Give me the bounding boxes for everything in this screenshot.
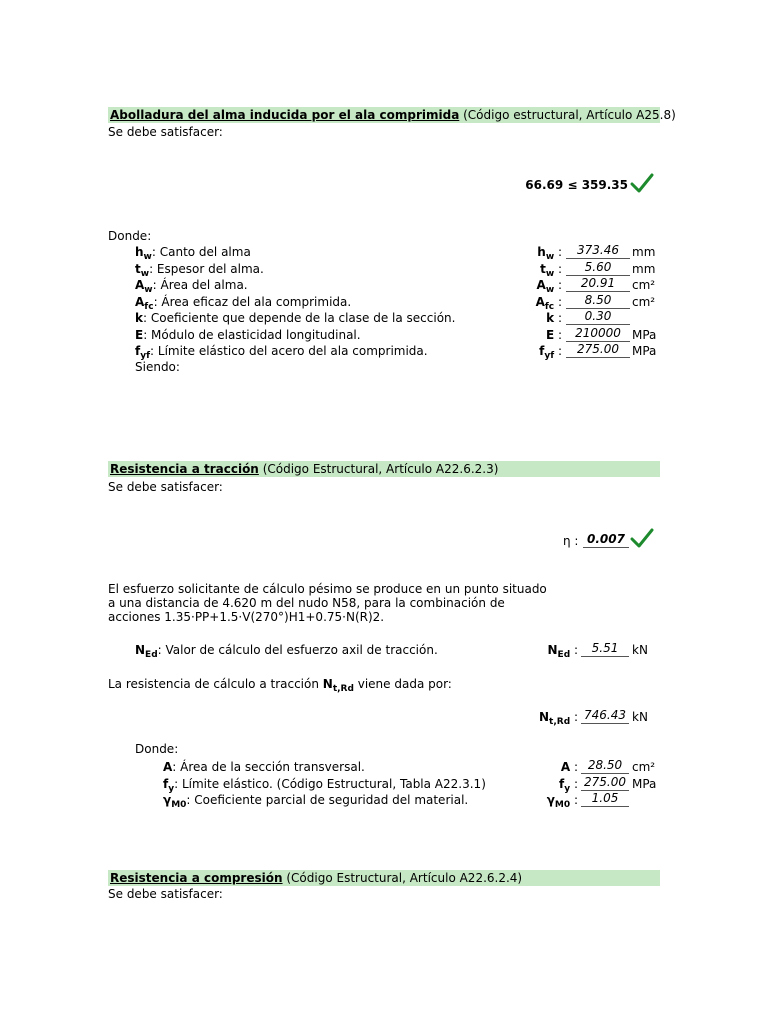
- section-reference: (Código estructural, Artículo A25.8): [463, 108, 676, 122]
- sym-sub: t,Rd: [549, 717, 571, 727]
- param-symbol: f: [163, 776, 169, 791]
- param-subscript: yf: [140, 351, 151, 361]
- param-symbol-right: $t_w$ :: [540, 261, 562, 279]
- param-symbol: A: [135, 278, 145, 292]
- param-row-description: [135, 244, 251, 260]
- param-symbol: A: [163, 760, 173, 774]
- param-description: : Coeficiente parcial de seguridad del material.: [186, 793, 469, 807]
- param-value: 5.60: [566, 260, 630, 276]
- param-description: : Área del alma.: [152, 278, 248, 292]
- donde-label: Donde:: [135, 742, 179, 756]
- param-unit: cm²: [632, 760, 656, 774]
- sym-main: A: [535, 294, 545, 309]
- param-row-description: [135, 343, 428, 359]
- param-symbol-right: $A_{fc}$ :: [535, 294, 562, 312]
- param-subscript: Ed: [145, 650, 158, 660]
- param-description: : Módulo de elasticidad longitudinal.: [143, 327, 361, 342]
- param-symbol: E: [135, 327, 144, 342]
- param-description: : Valor de cálculo del esfuerzo axil de tracción.: [157, 643, 438, 657]
- section-title: Abolladura del alma inducida por el ala comprimida: [110, 108, 460, 122]
- sym-sub: w: [545, 268, 555, 279]
- param-symbol: N: [135, 643, 146, 657]
- section-reference: (Código Estructural, Artículo A22.6.2.4): [286, 871, 523, 885]
- section-header-compresion: [108, 870, 660, 886]
- param-row-description: [163, 776, 486, 792]
- ned-value: 5.51: [581, 641, 629, 657]
- param-description: : Área eficaz del ala comprimida.: [153, 294, 352, 309]
- resistance-text: [108, 676, 452, 692]
- combination-paragraph: El esfuerzo solicitante de cálculo pésimo se produce en un punto situado a una distancia de 4.620 m del nudo N58, para la combinación de acciones 1.35·PP+1.5·V(270°)H1+0.75·N(R)2.: [108, 582, 547, 624]
- sym-sub: M0: [554, 800, 571, 810]
- sym-main: N: [547, 643, 558, 657]
- param-row-description: [163, 792, 468, 808]
- param-symbol: A: [135, 294, 145, 309]
- param-value: 210000: [566, 326, 630, 342]
- resist-symbol: N: [322, 677, 333, 691]
- sym-sub: Ed: [557, 650, 571, 660]
- sym-main: A: [560, 760, 571, 774]
- intro-text: Se debe satisfacer:: [108, 887, 223, 901]
- param-subscript: y: [168, 783, 175, 794]
- param-value: 1.05: [581, 791, 629, 807]
- sym-main: k: [546, 311, 555, 325]
- sym-main: t: [540, 261, 546, 276]
- check-operator: ≤: [567, 178, 578, 192]
- eta-symbol: η: [563, 534, 571, 548]
- param-value: 8.50: [566, 293, 630, 309]
- checkmark-icon: [630, 527, 654, 549]
- siendo-label: Siendo:: [135, 360, 180, 374]
- param-value: 275.00: [581, 775, 629, 791]
- sym-main: N: [539, 710, 550, 724]
- param-description: : Canto del alma: [151, 245, 251, 259]
- param-symbol-right: E :: [545, 327, 562, 342]
- resist-post: viene dada por:: [353, 677, 452, 691]
- section-title: Resistencia a tracción: [110, 462, 259, 476]
- section-reference: (Código Estructural, Artículo A22.6.2.3): [262, 462, 499, 476]
- param-unit: cm²: [632, 294, 656, 309]
- param-unit: mm: [632, 261, 656, 276]
- sym-main: A: [536, 278, 546, 292]
- sym-sub: w: [545, 252, 555, 262]
- sym-main: f: [559, 776, 565, 791]
- section-title: Resistencia a compresión: [110, 871, 283, 885]
- param-row-description: [163, 759, 365, 775]
- param-description: : Espesor del alma.: [149, 261, 264, 276]
- section-header-traccion: [108, 461, 660, 477]
- param-symbol: h: [135, 245, 144, 259]
- intro-text: Se debe satisfacer:: [108, 125, 223, 139]
- param-symbol: t: [135, 261, 141, 276]
- param-symbol-right: k :: [546, 311, 562, 325]
- param-subscript: w: [143, 252, 152, 262]
- param-description: : Área de la sección transversal.: [172, 760, 365, 774]
- param-symbol: γ: [163, 793, 172, 807]
- donde-label: Donde:: [108, 229, 152, 243]
- sym-main: γ: [546, 793, 555, 807]
- sym-main: h: [537, 245, 546, 259]
- param-row-description: [135, 294, 351, 310]
- sym-sub: y: [564, 783, 571, 794]
- param-row-description: [135, 261, 264, 277]
- param-symbol-right: $f_{yf}$ :: [539, 344, 562, 361]
- param-value: 373.46: [566, 243, 630, 259]
- check-inequality: [525, 177, 628, 193]
- param-subscript: w: [140, 268, 150, 279]
- param-symbol-right: $f_y$ :: [559, 776, 578, 794]
- param-symbol-right: $\gamma_{M0}$ :: [546, 793, 578, 810]
- param-unit: MPa: [632, 327, 657, 342]
- check-rhs: 359.35: [581, 178, 628, 192]
- param-subscript: M0: [171, 800, 187, 810]
- sym-sub: w: [545, 285, 555, 295]
- ned-unit: kN: [632, 643, 648, 657]
- param-symbol: k: [135, 311, 143, 325]
- param-row-description: [135, 277, 248, 293]
- param-row-description: [135, 310, 455, 326]
- param-row-description: [135, 327, 361, 343]
- param-value: 0.30: [566, 309, 630, 325]
- param-unit: MPa: [632, 776, 657, 791]
- param-symbol-right: $h_w$ :: [537, 245, 562, 262]
- param-description: : Límite elástico. (Código Estructural, Tabla A22.3.1): [174, 776, 486, 791]
- param-symbol-right: A :: [560, 760, 578, 774]
- param-unit: mm: [632, 245, 656, 259]
- sym-sub: fc: [544, 301, 555, 312]
- intro-text: Se debe satisfacer:: [108, 480, 223, 494]
- param-value: 275.00: [566, 342, 630, 358]
- ned-symbol: $N_{Ed}$ :: [547, 643, 578, 660]
- ntrd-value: 746.43: [581, 708, 629, 724]
- eta-label: η :: [563, 534, 579, 548]
- param-unit: cm²: [632, 278, 656, 292]
- param-description: : Límite elástico del acero del ala comprimida.: [150, 344, 428, 358]
- param-description: : Coeficiente que depende de la clase de la sección.: [142, 311, 456, 325]
- resist-subscript: t,Rd: [332, 684, 354, 694]
- resist-pre: La resistencia de cálculo a tracción: [108, 677, 323, 691]
- eta-value: 0.007: [583, 532, 629, 548]
- checkmark-icon: [630, 172, 654, 194]
- ntrd-symbol: $N_{t,Rd}$ :: [539, 710, 578, 727]
- param-value: 28.50: [581, 758, 629, 774]
- param-symbol: f: [135, 344, 141, 358]
- sym-sub: yf: [544, 351, 555, 361]
- sym-main: f: [539, 344, 545, 358]
- ntrd-unit: kN: [632, 710, 648, 724]
- section-header-abolladura: [108, 107, 676, 123]
- param-unit: MPa: [632, 344, 657, 358]
- ned-description-row: [135, 642, 438, 658]
- param-subscript: w: [144, 285, 153, 295]
- param-value: 20.91: [566, 276, 630, 292]
- sym-main: E: [545, 327, 555, 342]
- param-symbol-right: $A_w$ :: [536, 278, 562, 295]
- param-subscript: fc: [144, 301, 154, 312]
- check-lhs: 66.69: [525, 178, 564, 192]
